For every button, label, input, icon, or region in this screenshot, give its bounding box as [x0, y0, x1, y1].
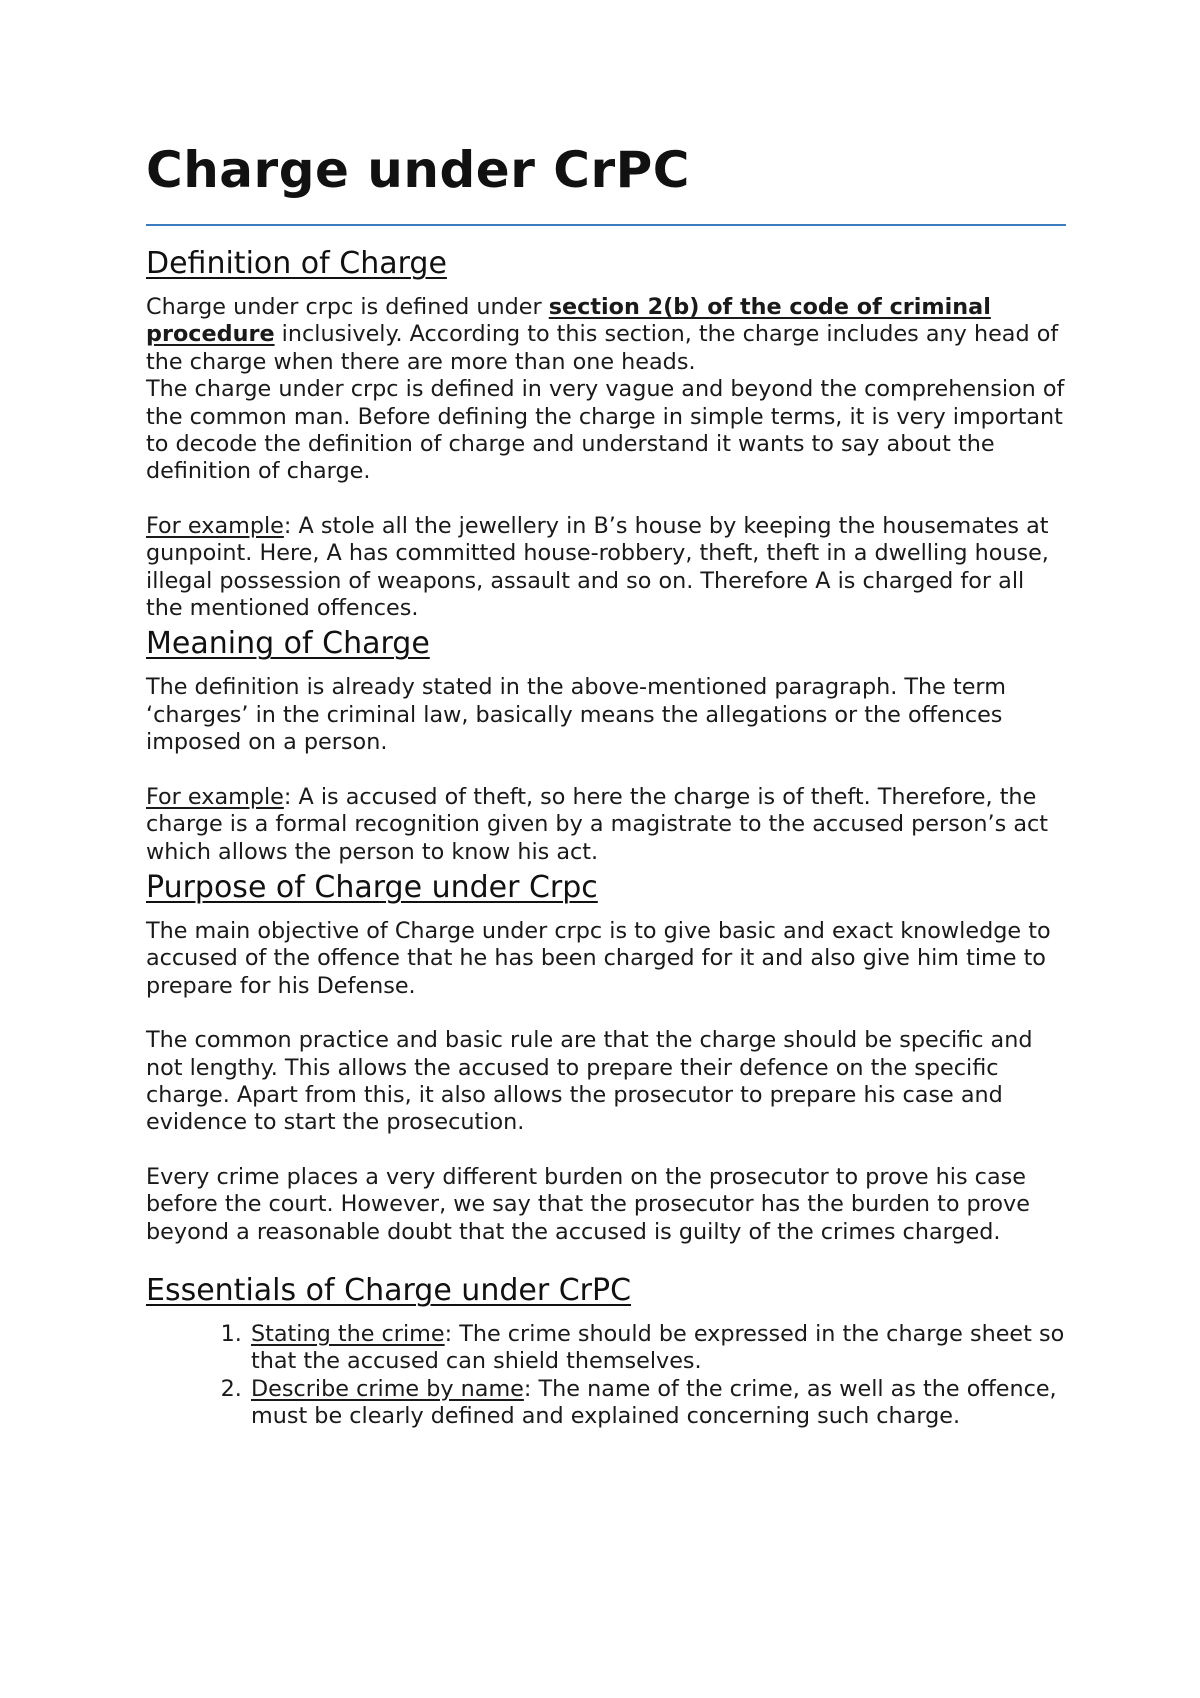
section-definition — [146, 246, 1066, 622]
essentials-list — [146, 1321, 1066, 1431]
example-label: For example — [146, 783, 284, 810]
definition-p1-before: Charge under crpc is defined under — [146, 294, 549, 320]
section-reference-link[interactable]: section 2(b) of the code of criminal procedure — [146, 294, 991, 348]
purpose-paragraph-3: Every crime places a very different burden on the prosecutor to prove his case before the court. However, we say that the prosecutor has the burden to prove beyond a reasonable doubt that the accused is guilty of the crimes charged. — [146, 1163, 1030, 1245]
meaning-example — [146, 784, 1066, 866]
section-heading-definition: Definition of Charge — [146, 246, 447, 281]
section-heading-meaning: Meaning of Charge — [146, 626, 430, 662]
list-item — [249, 1376, 1066, 1431]
example-label: For example — [146, 512, 284, 539]
meaning-paragraph-1: The definition is already stated in the above-mentioned paragraph. The term ‘charges’ in the criminal law, basically means the allegations or the offences imposed on a person. — [146, 674, 1006, 756]
title-divider — [146, 224, 1066, 226]
list-item-text: : The name of the crime, as well as the offence, must be clearly defined and explained concerning such charge. — [251, 1375, 1057, 1430]
purpose-paragraph-1: The main objective of Charge under crpc is to give basic and exact knowledge to accused of the offence that he has been charged for it and also give him time to prepare for his Defense. — [146, 917, 1051, 999]
definition-example — [146, 513, 1066, 623]
section-heading-essentials: Essentials of Charge under CrPC — [146, 1272, 632, 1308]
section-essentials — [146, 1273, 1066, 1431]
list-item-label: Stating the crime — [251, 1320, 445, 1347]
definition-p1-after: inclusively. According to this section, the charge includes any head of the charge when there are more than one heads. — [146, 321, 1059, 375]
section-heading-purpose: Purpose of Charge under Crpc — [146, 869, 598, 905]
list-item — [249, 1321, 1066, 1376]
document-page — [146, 140, 1066, 1431]
list-item-text: : The crime should be expressed in the charge sheet so that the accused can shield themselves. — [251, 1320, 1065, 1375]
definition-paragraph-2: The charge under crpc is defined in very vague and beyond the comprehension of the common man. Before defining the charge in simple terms, it is very important to decode the definition of charge and understand it wants to say about the definition of charge. — [146, 376, 1065, 485]
list-item-label: Describe crime by name — [251, 1375, 524, 1402]
definition-paragraph-1 — [146, 294, 1066, 376]
document-title: Charge under CrPC — [146, 141, 690, 199]
section-meaning — [146, 626, 1066, 865]
purpose-paragraph-2: The common practice and basic rule are that the charge should be specific and not lengthy. This allows the accused to prepare their defence on the specific charge. Apart from this, it also allows the prosecutor to prepare his case and evidence to start the prosecution. — [146, 1027, 1033, 1136]
example-text: : A stole all the jewellery in B’s house by keeping the housemates at gunpoint. Here, A has committed house-robbery, theft, theft in a dwelling house, illegal possession of weapons, assault and so on. Therefore A is charged for all the mentioned offences. — [146, 512, 1049, 622]
section-purpose — [146, 870, 1066, 1246]
example-text: : A is accused of theft, so here the charge is of theft. Therefore, the charge is a formal recognition given by a magistrate to the accused person’s act which allows the person to know his act. — [146, 783, 1049, 865]
